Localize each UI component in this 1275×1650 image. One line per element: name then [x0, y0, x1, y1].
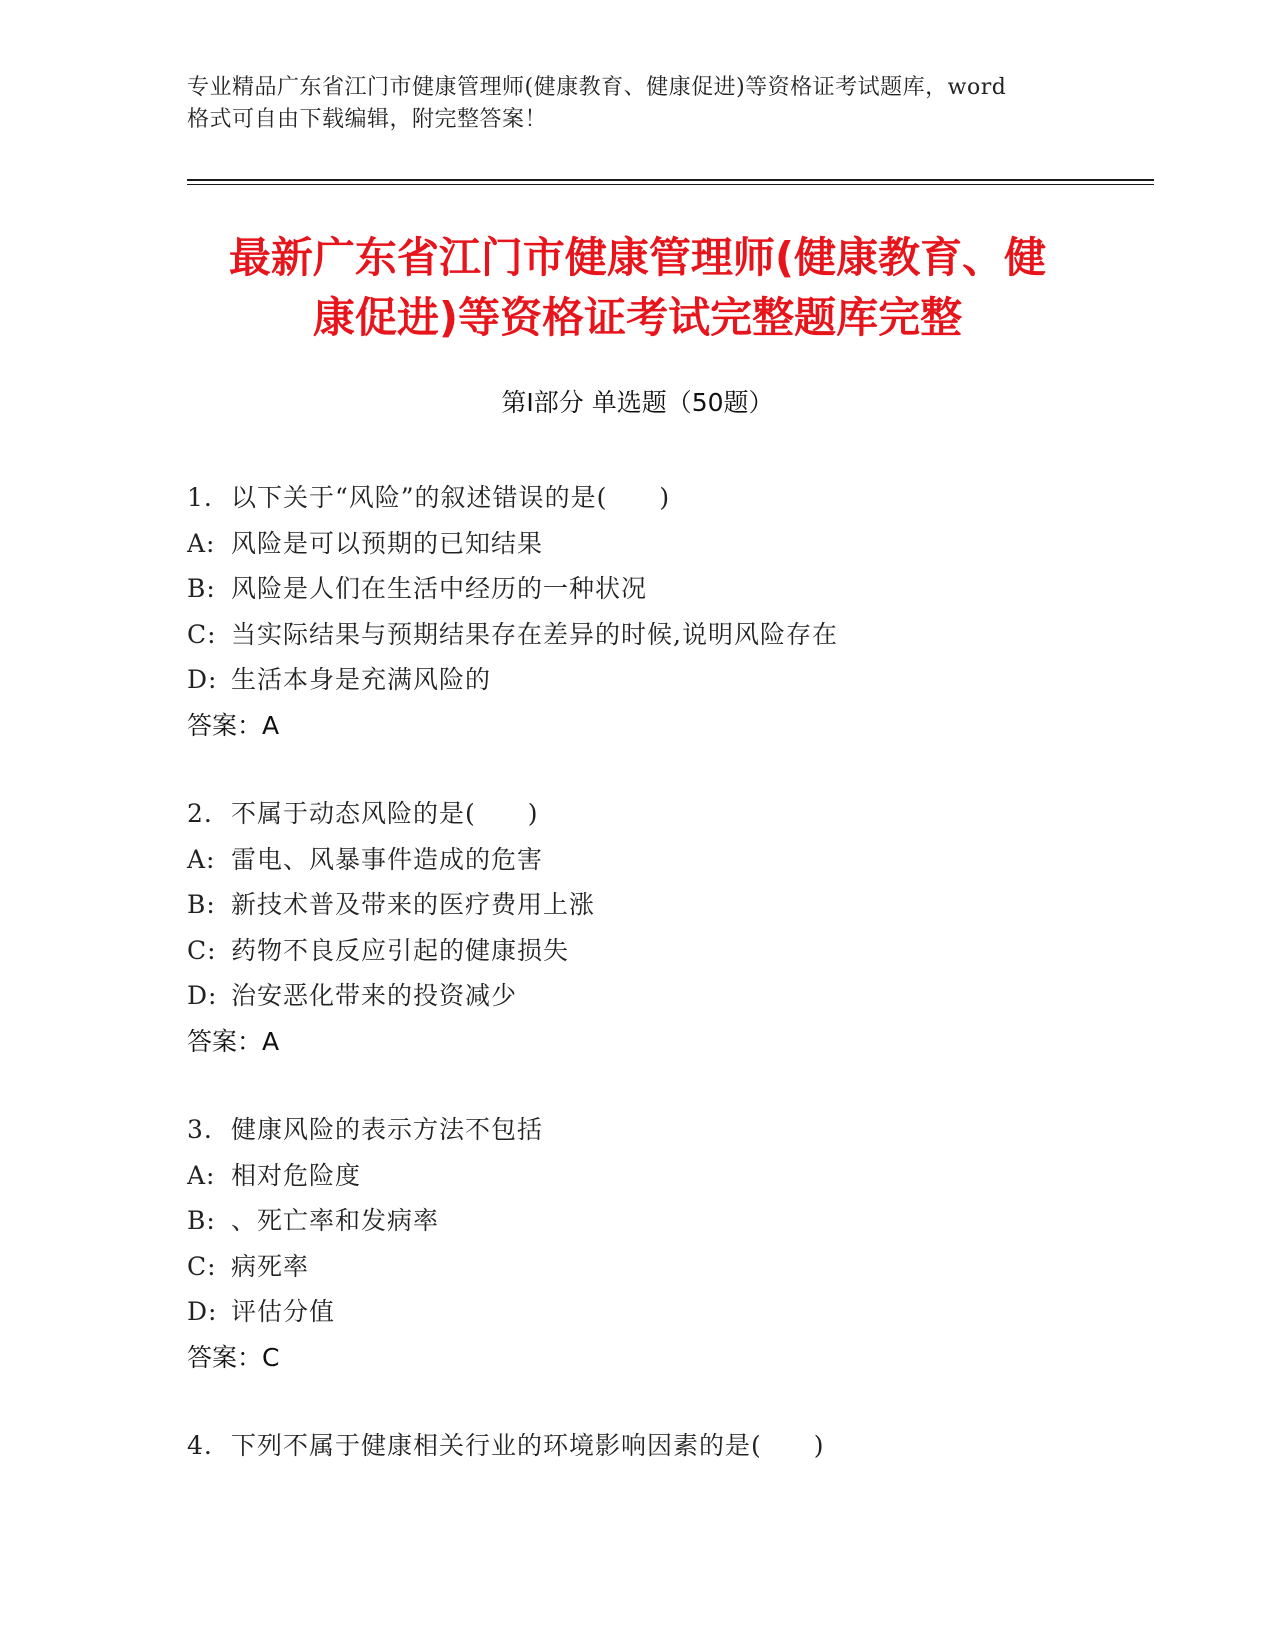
option-key: C:	[187, 1251, 217, 1281]
question-stem	[187, 1423, 1147, 1469]
option-text: 评估分值	[231, 1297, 336, 1326]
question-number: 4.	[187, 1431, 213, 1460]
option-a	[187, 1153, 1147, 1199]
answer-line: 答案：C	[187, 1342, 280, 1372]
option-key: D:	[187, 665, 218, 694]
option-key: B:	[187, 574, 216, 603]
header-line-2: 格式可自由下载编辑，附完整答案！	[187, 107, 548, 132]
answer-line: 答案：A	[187, 710, 280, 740]
document-title	[150, 228, 1125, 348]
option-b	[187, 566, 1147, 612]
header-divider-thin	[187, 184, 1154, 185]
document-header	[187, 72, 1087, 136]
question-number: 3.	[187, 1115, 213, 1144]
option-c	[187, 928, 1147, 974]
option-d	[187, 973, 1147, 1019]
question-stem	[187, 475, 1147, 521]
title-line-2: 康促进)等资格证考试完整题库完整	[312, 293, 963, 342]
option-text: 风险是可以预期的已知结果	[231, 528, 544, 558]
header-divider-thick	[187, 179, 1154, 181]
question-1	[187, 475, 1147, 748]
option-text: 雷电、风暴事件造成的危害	[231, 844, 544, 874]
question-3	[187, 1107, 1147, 1380]
question-text: 不属于动态风险的是( )	[231, 799, 539, 828]
question-number: 1.	[187, 483, 213, 512]
option-key: A:	[187, 844, 216, 874]
option-c	[187, 612, 1147, 658]
option-key: D:	[187, 981, 218, 1010]
question-2	[187, 791, 1147, 1064]
option-key: A:	[187, 528, 216, 558]
option-text: 相对危险度	[231, 1160, 362, 1190]
option-a	[187, 521, 1147, 567]
option-text: 、死亡率和发病率	[231, 1206, 440, 1235]
section-heading: 第Ⅰ部分 单选题（50题）	[501, 388, 774, 417]
question-number: 2.	[187, 799, 213, 828]
option-text: 新技术普及带来的医疗费用上涨	[231, 890, 596, 919]
option-b	[187, 1198, 1147, 1244]
option-text: 风险是人们在生活中经历的一种状况	[231, 574, 648, 603]
option-text: 治安恶化带来的投资减少	[231, 981, 518, 1010]
option-key: D:	[187, 1297, 218, 1326]
question-stem	[187, 791, 1147, 837]
option-text: 病死率	[231, 1251, 310, 1281]
option-key: C:	[187, 619, 217, 649]
option-text: 药物不良反应引起的健康损失	[231, 935, 570, 965]
question-text: 健康风险的表示方法不包括	[231, 1115, 544, 1144]
header-line-1: 专业精品广东省江门市健康管理师(健康教育、健康促进)等资格证考试题库，word	[187, 75, 1007, 100]
option-key: B:	[187, 1206, 216, 1235]
option-text: 当实际结果与预期结果存在差异的时候,说明风险存在	[231, 619, 838, 649]
title-line-1: 最新广东省江门市健康管理师(健康教育、健	[228, 233, 1047, 282]
option-key: A:	[187, 1160, 216, 1190]
option-a	[187, 837, 1147, 883]
option-key: B:	[187, 890, 216, 919]
option-d	[187, 657, 1147, 703]
question-list	[187, 475, 1147, 1512]
option-text: 生活本身是充满风险的	[231, 665, 492, 694]
question-4	[187, 1423, 1147, 1469]
question-text: 下列不属于健康相关行业的环境影响因素的是( )	[231, 1431, 825, 1460]
question-stem	[187, 1107, 1147, 1153]
question-text: 以下关于“风险”的叙述错误的是( )	[231, 483, 671, 512]
option-key: C:	[187, 935, 217, 965]
option-d	[187, 1289, 1147, 1335]
option-c	[187, 1244, 1147, 1290]
answer-line: 答案：A	[187, 1026, 280, 1056]
option-b	[187, 882, 1147, 928]
